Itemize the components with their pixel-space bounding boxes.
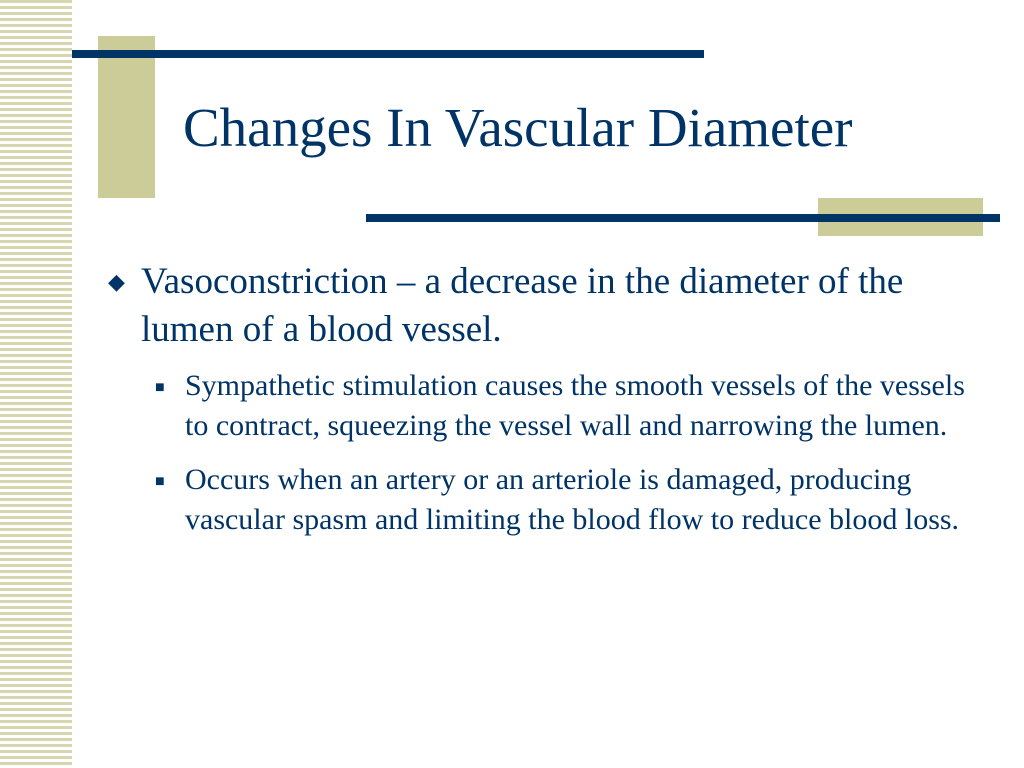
slide-body bbox=[105, 258, 985, 554]
sub-bullet-sympathetic bbox=[153, 366, 985, 446]
diamond-bullet-icon: ◆ bbox=[108, 269, 125, 294]
title-accent-block bbox=[98, 36, 155, 198]
square-bullet-icon: ■ bbox=[155, 473, 165, 490]
slide-title: Changes In Vascular Diameter bbox=[183, 97, 853, 158]
sub-bullet-text: Occurs when an artery or an arteriole is damaged, producing vascular spasm and limiting the blood flow to reduce blood loss. bbox=[185, 463, 960, 536]
divider-rule bbox=[366, 214, 1000, 222]
left-stripe-decoration bbox=[0, 0, 72, 768]
square-bullet-icon: ■ bbox=[155, 379, 165, 396]
sub-bullet-damage bbox=[153, 460, 985, 540]
bullet-vasoconstriction bbox=[105, 258, 985, 354]
top-rule bbox=[72, 50, 704, 58]
bullet-text: Vasoconstriction – a decrease in the diameter of the lumen of a blood vessel. bbox=[141, 261, 904, 350]
sub-bullet-text: Sympathetic stimulation causes the smooth vessels of the vessels to contract, squeezing the vessel wall and narrowing the lumen. bbox=[185, 369, 965, 442]
sub-bullet-list bbox=[105, 366, 985, 540]
